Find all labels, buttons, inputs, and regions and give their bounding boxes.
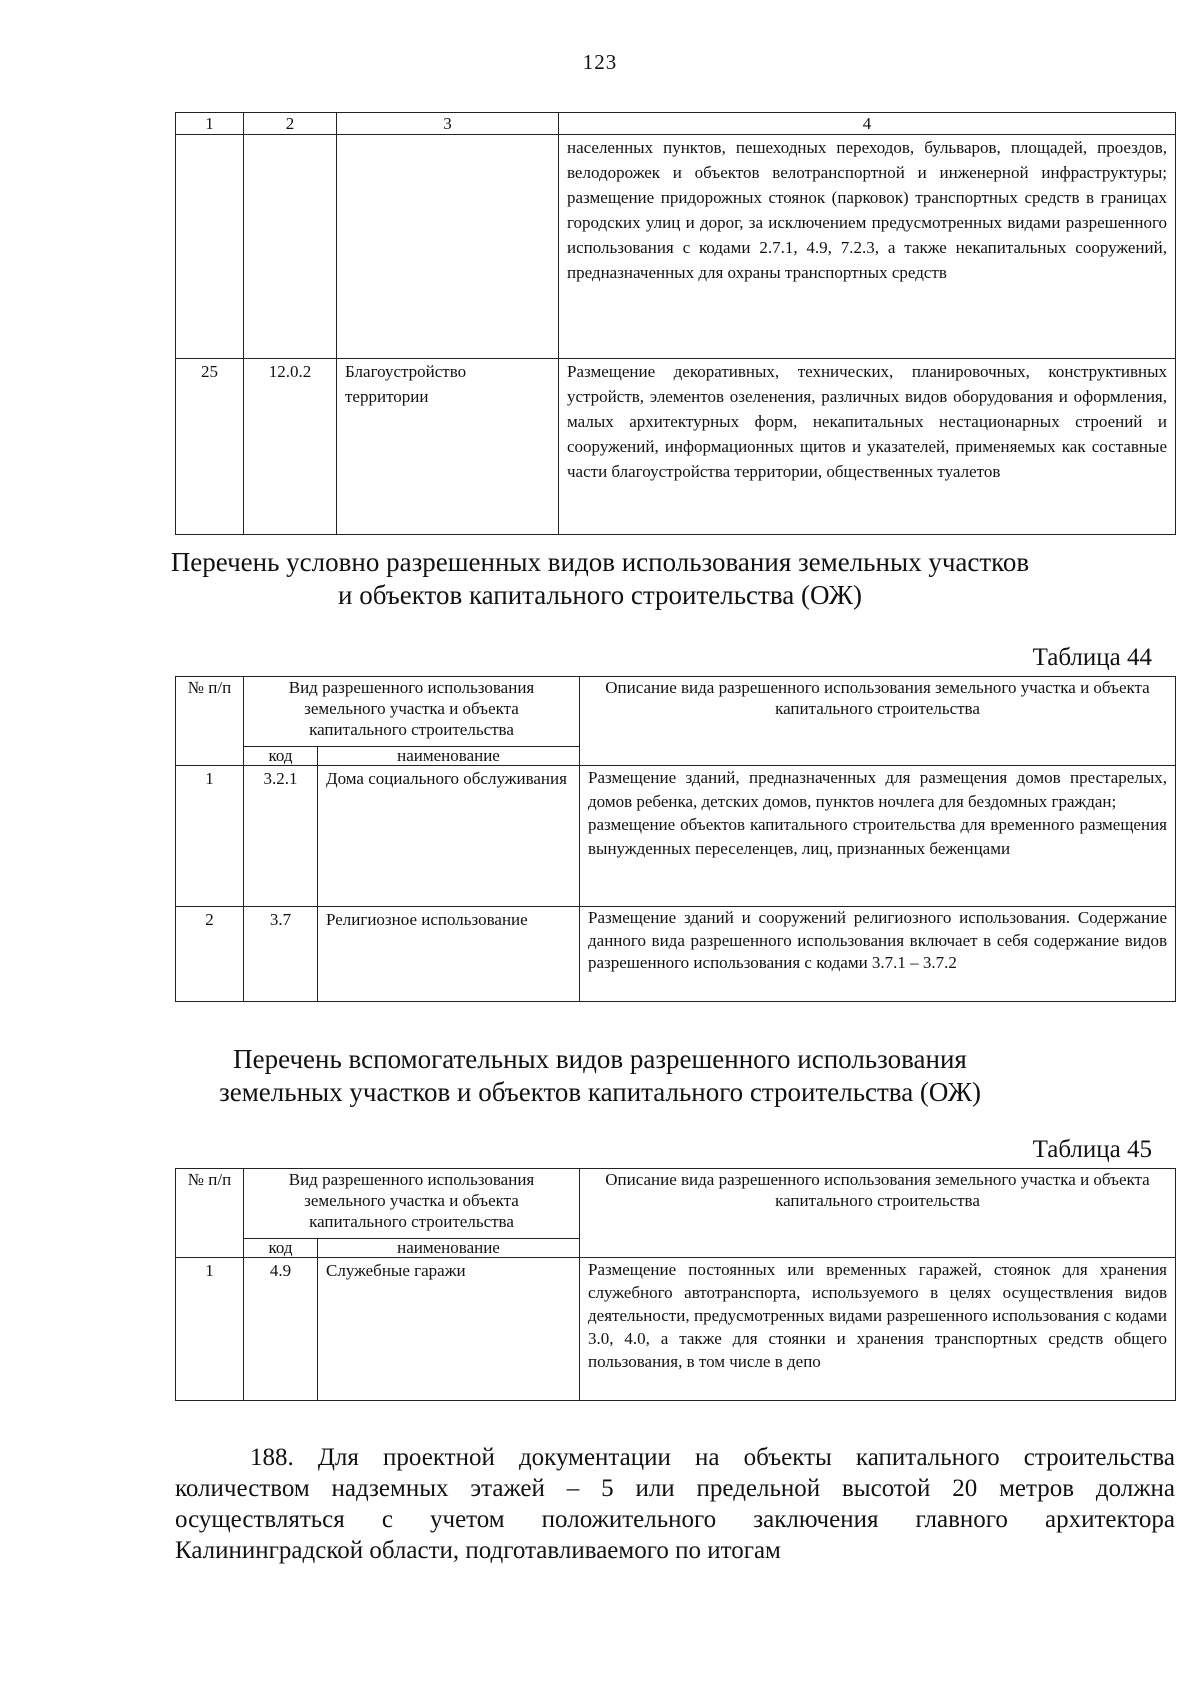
row-number: 2 xyxy=(176,907,244,1002)
table-row xyxy=(176,135,1176,359)
header-kind: Вид разрешенного использования земельного участка и объекта капитального строительства xyxy=(244,1169,580,1239)
row-description: населенных пунктов, пешеходных переходов, бульваров, площадей, проездов, велодорожек и объектов велотранспортной и инженерной инфраструктуры; размещение придорожных стоянок (парковок) транспортных средств в границах городских улиц и дорог, за исключением предусмотренных видами разрешенного использования с кодами 2.7.1, 4.9, 7.2.3, а также некапитальных сооружений, предназначенных для охраны транспортных средств xyxy=(559,135,1176,359)
header-description: Описание вида разрешенного использования земельного участка и объекта капитального строительства xyxy=(580,677,1176,766)
section-title-line: земельных участков и объектов капитального строительства (ОЖ) xyxy=(219,1077,981,1107)
row-name: Дома социального обслуживания xyxy=(318,766,580,907)
header-number: № п/п xyxy=(176,677,244,766)
column-number-1: 1 xyxy=(176,113,244,135)
header-number: № п/п xyxy=(176,1169,244,1258)
section-title-auxiliary xyxy=(0,1043,1200,1109)
header-name: наименование xyxy=(318,1239,580,1258)
paragraph-text: 188. Для проектной документации на объекты капитального строительства количеством надземных этажей – 5 или предельной высотой 20 метров должна осуществляться с учетом положительного заключения главного архитектора Калининградской области, подготавливаемого по итогам xyxy=(175,1444,1175,1564)
column-number-3: 3 xyxy=(337,113,559,135)
table-row xyxy=(176,766,1176,907)
row-code xyxy=(244,135,337,359)
table-row xyxy=(176,1258,1176,1401)
description-paragraph: размещение объектов капитального строительства для временного размещения вынужденных переселенцев, лиц, признанных беженцами xyxy=(588,815,1167,858)
row-description: Размещение декоративных, технических, планировочных, конструктивных устройств, элементов озеленения, различных видов оборудования и оформления, малых архитектурных форм, некапитальных нестационарных строений и сооружений, информационных щитов и указателей, применяемых как составные части благоустройства территории, общественных туалетов xyxy=(559,359,1176,535)
table-45 xyxy=(175,1168,1176,1401)
table-header-row xyxy=(176,677,1176,747)
row-number: 25 xyxy=(176,359,244,535)
description-paragraph: Размещение зданий, предназначенных для размещения домов престарелых, домов ребенка, детских домов, пунктов ночлега для бездомных граждан; xyxy=(588,768,1167,811)
row-number: 1 xyxy=(176,1258,244,1401)
table-header-row xyxy=(176,113,1176,135)
header-code: код xyxy=(244,747,318,766)
row-code: 3.7 xyxy=(244,907,318,1002)
column-number-4: 4 xyxy=(559,113,1176,135)
row-name: Служебные гаражи xyxy=(318,1258,580,1401)
row-code: 12.0.2 xyxy=(244,359,337,535)
column-number-2: 2 xyxy=(244,113,337,135)
continuation-table xyxy=(175,112,1176,535)
row-description: Размещение зданий и сооружений религиозного использования. Содержание данного вида разрешенного использования включает в себя содержание видов разрешенного использования с кодами 3.7.1 – 3.7.2 xyxy=(580,907,1176,1002)
header-description: Описание вида разрешенного использования земельного участка и объекта капитального строительства xyxy=(580,1169,1176,1258)
table-header-row xyxy=(176,1169,1176,1239)
row-number xyxy=(176,135,244,359)
table-caption: Таблица 45 xyxy=(1032,1136,1152,1163)
row-description: Размещение постоянных или временных гаражей, стоянок для хранения служебного автотранспорта, используемого в целях осуществления видов деятельности, предусмотренных видами разрешенного использования с кодами 3.0, 4.0, а также для стоянки и хранения транспортных средств общего пользования, в том числе в депо xyxy=(580,1258,1176,1401)
header-name: наименование xyxy=(318,747,580,766)
page-number: 123 xyxy=(582,50,618,74)
header-code: код xyxy=(244,1239,318,1258)
table-caption: Таблица 44 xyxy=(1032,644,1152,671)
paragraph-188 xyxy=(175,1442,1175,1566)
row-name: Религиозное использование xyxy=(318,907,580,1002)
row-description xyxy=(580,766,1176,907)
section-title-line: Перечень условно разрешенных видов использования земельных участков xyxy=(170,547,1030,577)
row-name xyxy=(337,135,559,359)
row-code: 3.2.1 xyxy=(244,766,318,907)
table-44 xyxy=(175,676,1176,1002)
section-title-line: Перечень вспомогательных видов разрешенного использования xyxy=(233,1044,967,1074)
section-title-line: и объектов капитального строительства (ОЖ) xyxy=(338,580,862,610)
table-row xyxy=(176,907,1176,1002)
row-code: 4.9 xyxy=(244,1258,318,1401)
row-name: Благоустройство территории xyxy=(337,359,559,535)
table-row xyxy=(176,359,1176,535)
row-number: 1 xyxy=(176,766,244,907)
section-title-conditional xyxy=(0,546,1200,612)
header-kind: Вид разрешенного использования земельного участка и объекта капитального строительства xyxy=(244,677,580,747)
